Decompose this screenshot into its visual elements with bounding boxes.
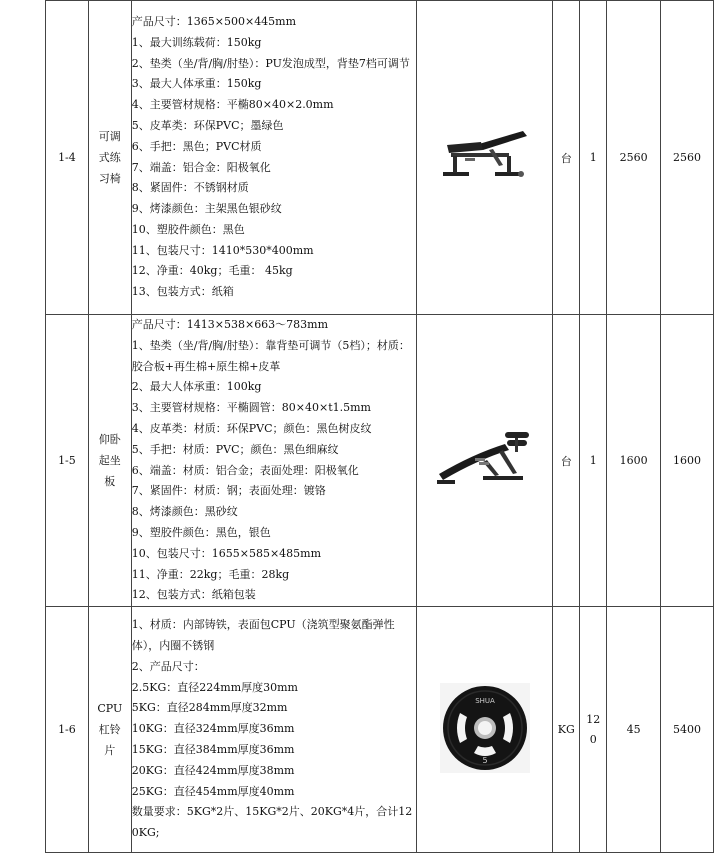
spec-line: 6、手把：黑色；PVC材质 — [131, 139, 262, 153]
spec-line: 1、最大训练载荷：150kg — [131, 35, 262, 49]
spec-line: 8、紧固件：不锈钢材质 — [131, 181, 249, 195]
spec-line: 1、垫类（坐/背/胸/肘垫）：靠背垫可调节（5档）；材质：胶合板+再生棉+原生棉+皮革 — [131, 338, 410, 373]
spec-line: 5KG：直径284mm厚度32mm — [131, 701, 288, 715]
product-image-cell — [417, 1, 553, 315]
spec-line: 9、烤漆颜色：主架黑色银砂纹 — [131, 202, 282, 216]
quantity: 1 — [589, 453, 597, 467]
spec-line: 9、塑胶件颜色：黑色，银色 — [131, 525, 271, 539]
unit: 台 — [553, 1, 580, 315]
spec-line: 8、烤漆颜色：黑砂纹 — [131, 505, 238, 519]
spec-line: 7、紧固件：材质：钢；表面处理：镀铬 — [131, 484, 326, 498]
spec-line: 25KG：直径454mm厚度40mm — [131, 784, 295, 798]
product-image-cell — [417, 315, 553, 607]
unit-price: 45 — [607, 607, 661, 853]
barbell-plate-icon — [440, 683, 530, 773]
product-image-cell — [417, 607, 553, 853]
spec-line: 4、皮革类：材质：环保PVC；颜色：黑色树皮纹 — [131, 421, 372, 435]
spec-line: 10KG：直径324mm厚度36mm — [131, 722, 295, 736]
item-specs — [131, 1, 417, 315]
spec-line: 20KG：直径424mm厚度38mm — [131, 763, 295, 777]
spec-line: 13、包装方式：纸箱 — [131, 285, 234, 299]
unit-price: 1600 — [607, 315, 661, 607]
item-name: CPU杠铃片 — [97, 702, 123, 758]
equipment-spec-table — [45, 0, 714, 853]
spec-line: 产品尺寸：1413×538×663～783mm — [131, 318, 329, 331]
item-name: 可调式练习椅 — [98, 130, 121, 185]
total-price: 2560 — [661, 1, 714, 315]
total-price: 1600 — [661, 315, 714, 607]
spec-line: 12、包装方式：纸箱包装 — [131, 588, 256, 602]
item-specs — [131, 607, 417, 853]
quantity: 120 — [586, 712, 601, 746]
spec-line: 11、包装尺寸：1410*530*400mm — [131, 243, 314, 257]
plate-brand-text: SHUA — [475, 697, 495, 706]
item-number: 1-5 — [46, 315, 89, 607]
unit: KG — [553, 607, 580, 853]
spec-line: 1、材质：内部铸铁，表面包CPU（浇筑型聚氨酯弹性体），内圈不锈钢 — [131, 618, 395, 653]
sit-up-bench-icon — [433, 426, 537, 495]
total-price: 5400 — [661, 607, 714, 853]
table-row — [46, 315, 714, 607]
table-row — [46, 607, 714, 853]
item-specs — [131, 315, 417, 607]
spec-line: 5、皮革类：环保PVC；墨绿色 — [131, 118, 284, 132]
spec-line: 2、垫类（坐/背/胸/肘垫）：PU发泡成型，背垫7档可调节 — [131, 56, 410, 70]
item-number: 1-6 — [46, 607, 89, 853]
spec-line: 10、包装尺寸：1655×585×485mm — [131, 546, 322, 560]
spec-line: 产品尺寸：1365×500×445mm — [131, 14, 297, 28]
quantity: 1 — [589, 150, 597, 164]
spec-line: 6、端盖：材质：铝合金；表面处理：阳极氧化 — [131, 463, 359, 477]
spec-line: 2、最大人体承重：100kg — [131, 380, 262, 394]
spec-line: 15KG：直径384mm厚度36mm — [131, 743, 295, 757]
unit-price: 2560 — [607, 1, 661, 315]
spec-line: 3、最大人体承重：150kg — [131, 77, 262, 91]
item-name: 仰卧起坐板 — [98, 433, 121, 489]
spec-line: 2、产品尺寸： — [131, 659, 205, 673]
spec-line: 11、净重：22kg；毛重：28kg — [131, 567, 290, 581]
spec-line: 4、主要管材规格：平椭80×40×2.0mm — [131, 98, 334, 112]
spec-line: 3、主要管材规格：平椭圆管：80×40×t1.5mm — [131, 401, 371, 415]
unit: 台 — [553, 315, 580, 607]
spec-line: 2.5KG：直径224mm厚度30mm — [131, 680, 298, 694]
item-number: 1-4 — [46, 1, 89, 315]
table-row — [46, 1, 714, 315]
spec-line: 数量要求：5KG*2片、15KG*2片、20KG*4片，合计120KG; — [131, 805, 413, 840]
spec-line: 7、端盖：铝合金：阳极氧化 — [131, 160, 271, 174]
plate-number-text: 5 — [482, 756, 488, 766]
spec-line: 10、塑胶件颜色：黑色 — [131, 222, 245, 236]
adjustable-bench-icon — [437, 126, 533, 189]
spec-line: 12、净重：40kg；毛重： 45kg — [131, 264, 293, 278]
spec-line: 5、手把：材质：PVC；颜色：黑色细麻纹 — [131, 442, 339, 456]
